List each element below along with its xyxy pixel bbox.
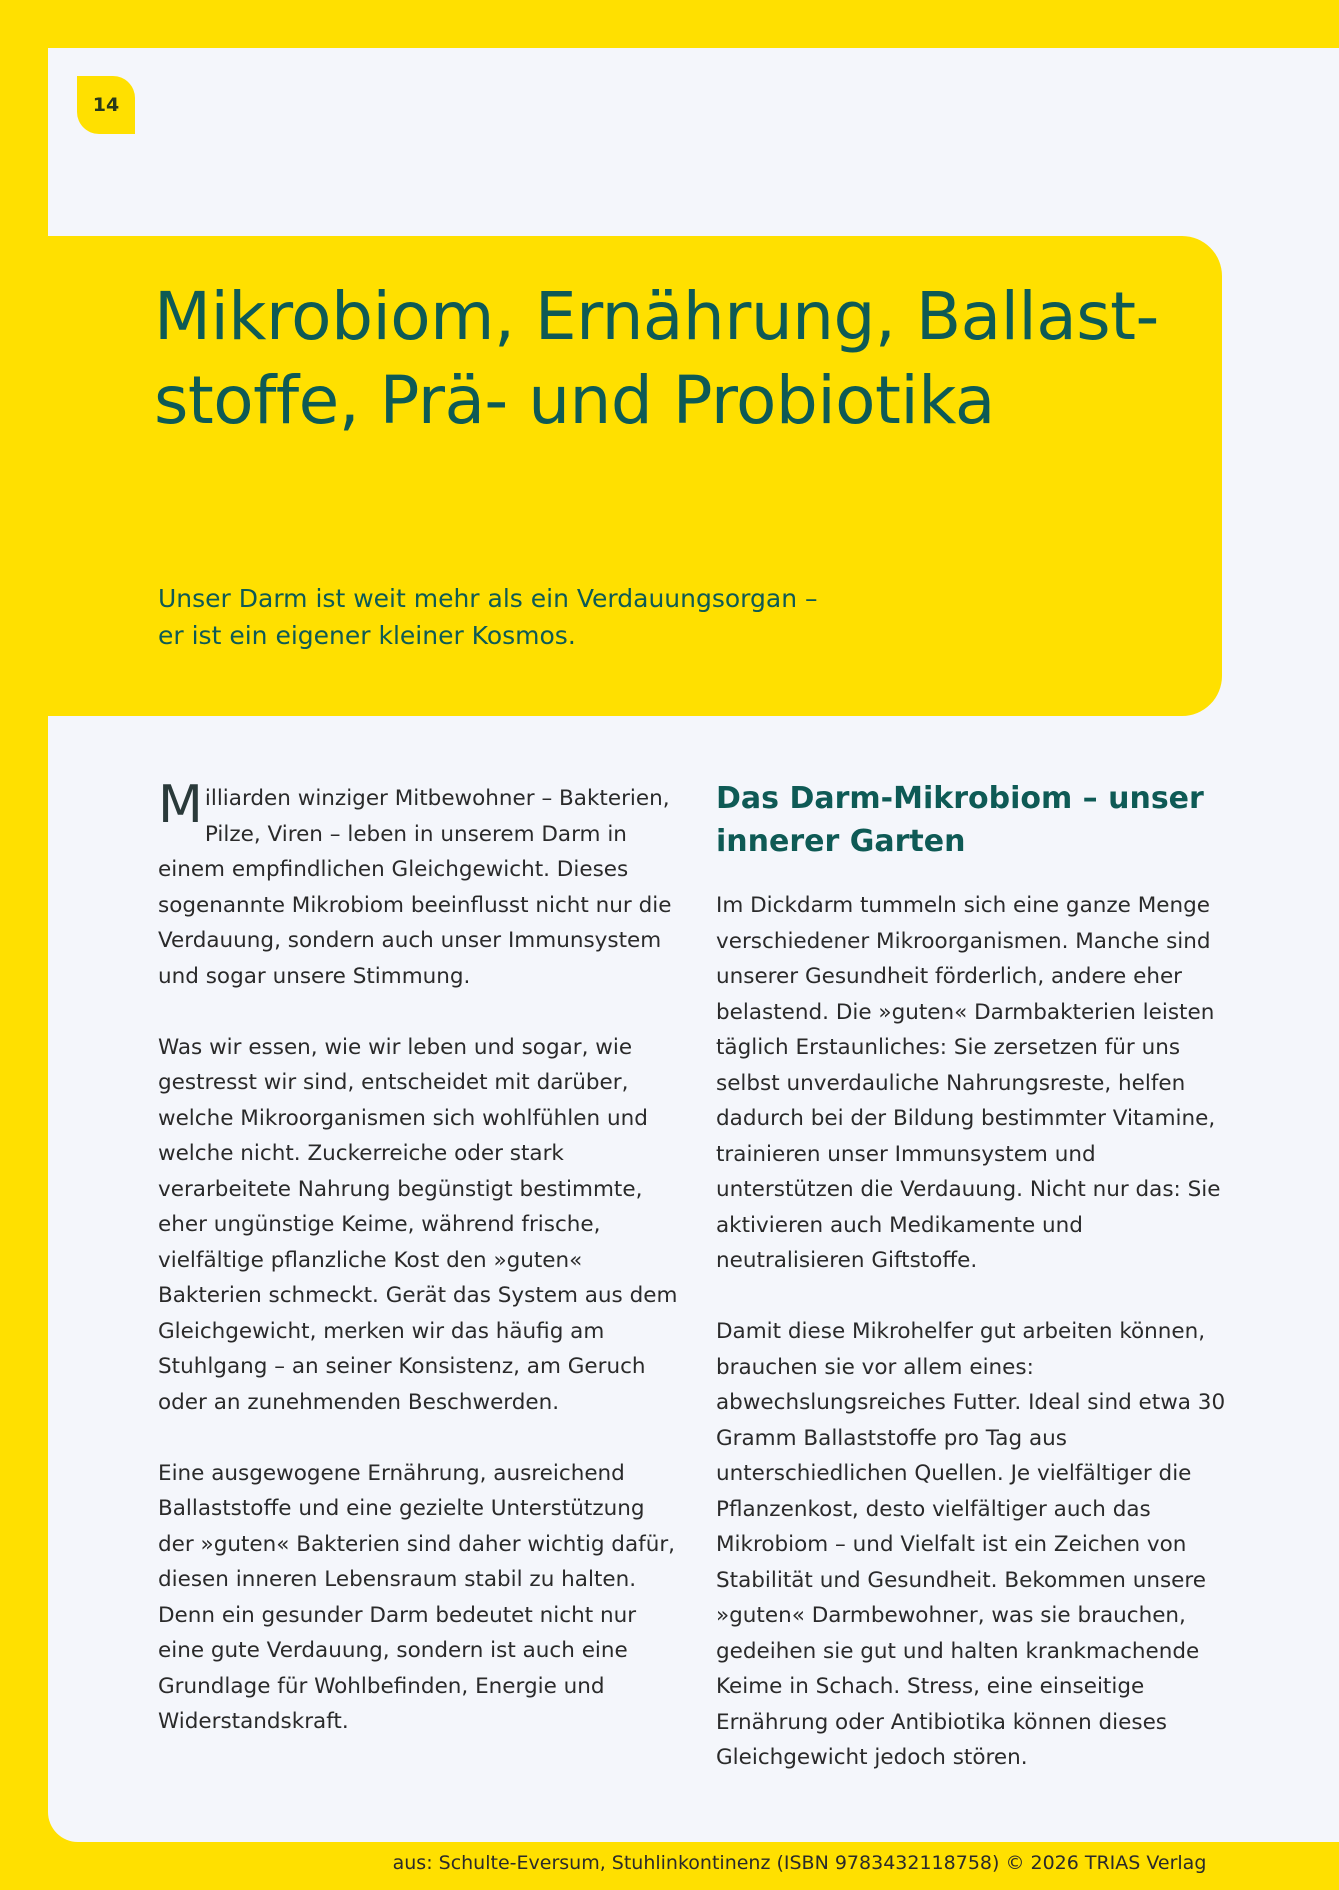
section-heading: Das Darm-Mikrobiom – unser innerer Garten bbox=[716, 781, 1204, 859]
title-line-1: Mikrobiom, Ernährung, Ballast- bbox=[154, 278, 1159, 355]
page-number: 14 bbox=[92, 94, 120, 116]
page-title bbox=[154, 275, 1174, 443]
lead-line-2: er ist ein eigener kleiner Kosmos. bbox=[158, 621, 576, 650]
left-column bbox=[158, 775, 678, 1775]
paragraph: Eine ausgewogene Ernährung, ausreichend Ballaststoffe und eine gezielte Unterstützung der »guten« Bakterien sind daher wichtig dafür, diesen inneren Lebensraum stabil zu halten. Denn ein gesunder Darm bedeutet nicht nur eine gute Verdauung, sondern ist auch eine Grundlage für Wohlbefinden, Energie und Widerstandskraft. bbox=[158, 1460, 675, 1734]
paragraph: Milliarden winziger Mitbewohner – Bakterien, Pilze, Viren – leben in unserem Darm in einem empfindlichen Gleichgewicht. Dieses sogenannte Mikrobiom beeinflusst nicht nur die Verdauung, sondern auch unser Immunsystem und sogar unsere Stimmung. bbox=[158, 775, 672, 989]
paragraph: Was wir essen, wie wir leben und sogar, wie gestresst wir sind, entscheidet mit darüber, welche Mikroorganismen sich wohlfühlen und welche nicht. Zuckerreiche oder stark verarbeitete Nahrung begünstigt bestimmte, eher ungünstige Keime, während frische, vielfältige pflanzliche Kost den »guten« Bakterien schmeckt. Gerät das System aus dem Gleichgewicht, merken wir das häufig am Stuhlgang – an seiner Konsistenz, am Geruch oder an zunehmenden Beschwerden. bbox=[158, 1034, 678, 1415]
paragraph: Im Dickdarm tummeln sich eine ganze Menge verschiedener Mikroorganismen. Manche sind unserer Gesundheit förderlich, andere eher belastend. Die »guten« Darmbakterien leisten täglich Erstaunliches: Sie zersetzen für uns selbst unverdauliche Nahrungsreste, helfen dadurch bei der Bildung bestimmter Vitamine, trainieren unser Immunsystem und unterstützen die Verdauung. Nicht nur das: Sie aktivieren auch Medikamente und neutralisieren Giftstoffe. bbox=[716, 893, 1221, 1273]
lead-text bbox=[158, 580, 918, 654]
dropcap: M bbox=[158, 775, 203, 835]
lead-line-1: Unser Darm ist weit mehr als ein Verdauungsorgan – bbox=[158, 584, 818, 613]
right-column bbox=[716, 781, 1236, 1811]
title-line-2: stoffe, Prä- und Probiotika bbox=[154, 362, 995, 439]
paragraph: Damit diese Mikrohelfer gut arbeiten können, brauchen sie vor allem eines: abwechslungsreiches Futter. Ideal sind etwa 30 Gramm Ballaststoffe pro Tag aus unterschiedlichen Quellen. Je vielfältiger die Pflanzenkost, desto vielfältiger auch das Mikrobiom – und Vielfalt ist ein Zeichen von Stabilität und Gesundheit. Bekommen unsere »guten« Darmbewohner, was sie brauchen, gedeihen sie gut und halten krankmachende Keime in Schach. Stress, eine einseitige Ernährung oder Antibiotika können dieses Gleichgewicht jedoch stören. bbox=[716, 1319, 1226, 1770]
source-footer: aus: Schulte-Eversum, Stuhlinkontinenz (ISBN 9783432118758) © 2026 TRIAS Verlag bbox=[392, 1852, 1207, 1874]
page-number-badge bbox=[77, 76, 135, 134]
